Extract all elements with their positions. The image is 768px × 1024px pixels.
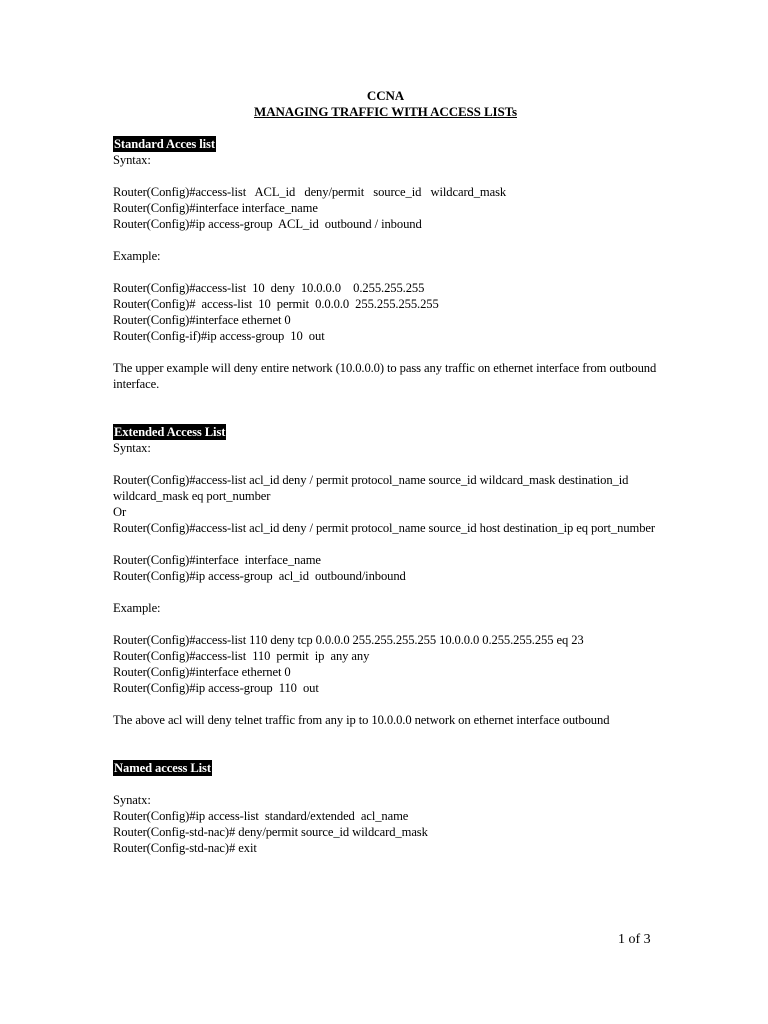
page-number: 1 of 3 [618, 932, 651, 947]
named-syntax-line: Router(Config-std-nac)# exit [113, 841, 257, 855]
standard-example-line: Router(Config)# access-list 10 permit 0.0.0.0 255.255.255.255 [113, 297, 439, 311]
document-body [113, 88, 658, 856]
named-syntax-label: Synatx: [113, 793, 151, 807]
extended-interface-line: Router(Config)#ip access-group acl_id outbound/inbound [113, 569, 406, 583]
standard-heading: Standard Acces list [114, 137, 215, 151]
standard-syntax-label: Syntax: [113, 153, 151, 167]
extended-section [113, 424, 658, 728]
named-heading: Named access List [114, 761, 211, 775]
document-subtitle: MANAGING TRAFFIC WITH ACCESS LISTs [254, 104, 517, 119]
extended-example-line: Router(Config)#ip access-group 110 out [113, 681, 319, 695]
standard-syntax-line: Router(Config)#access-list ACL_id deny/permit source_id wildcard_mask [113, 185, 507, 199]
standard-example-line: Router(Config-if)#ip access-group 10 out [113, 329, 325, 343]
extended-or-label: Or [113, 505, 127, 519]
named-syntax-line: Router(Config-std-nac)# deny/permit source_id wildcard_mask [113, 825, 428, 839]
extended-example-label: Example: [113, 601, 161, 615]
standard-example-line: Router(Config)#access-list 10 deny 10.0.0.0 0.255.255.255 [113, 281, 425, 295]
named-section [113, 760, 658, 856]
extended-interface-line: Router(Config)#interface interface_name [113, 553, 321, 567]
extended-syntax-label: Syntax: [113, 441, 151, 455]
document-title: CCNA [366, 88, 405, 103]
standard-syntax-line: Router(Config)#interface interface_name [113, 201, 318, 215]
extended-syntax-line: Router(Config)#access-list acl_id deny / permit protocol_name source_id wildcard_mask destination_id wildcard_mask eq port_number [113, 473, 629, 503]
extended-description: The above acl will deny telnet traffic from any ip to 10.0.0.0 network on ethernet interface outbound [113, 713, 610, 727]
standard-section [113, 136, 658, 392]
extended-example-line: Router(Config)#access-list 110 deny tcp 0.0.0.0 255.255.255.255 10.0.0.0 0.255.255.255 eq 23 [113, 633, 584, 647]
standard-syntax-line: Router(Config)#ip access-group ACL_id outbound / inbound [113, 217, 422, 231]
standard-description: The upper example will deny entire network (10.0.0.0) to pass any traffic on ethernet interface from outbound interface. [113, 361, 657, 391]
standard-example-line: Router(Config)#interface ethernet 0 [113, 313, 291, 327]
extended-syntax-line: Router(Config)#access-list acl_id deny / permit protocol_name source_id host destination_ip eq port_number [113, 521, 655, 535]
extended-example-line: Router(Config)#access-list 110 permit ip any any [113, 649, 370, 663]
named-syntax-line: Router(Config)#ip access-list standard/extended acl_name [113, 809, 409, 823]
extended-heading: Extended Access List [114, 425, 226, 439]
extended-example-line: Router(Config)#interface ethernet 0 [113, 665, 291, 679]
standard-example-label: Example: [113, 249, 161, 263]
